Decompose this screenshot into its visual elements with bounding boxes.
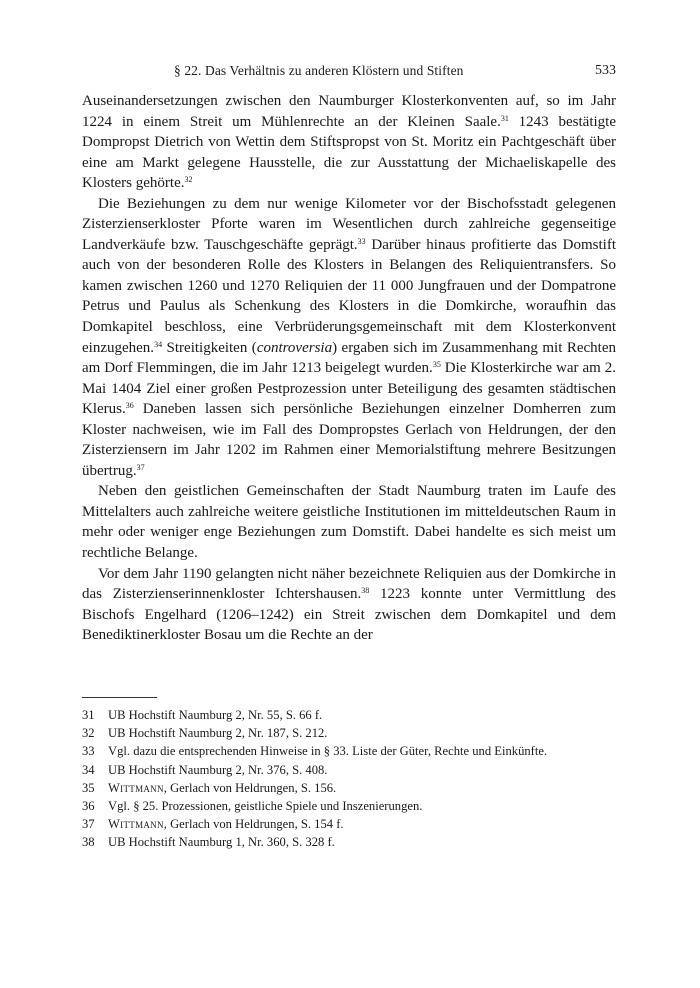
footnote-ref-38: 38	[361, 586, 370, 596]
text-run: 1243 bestätigte Dompropst Dietrich von Wettin dem Stiftspropst von St. Moritz ein Pachtgeschäft über eine am Markt gelegene Hausstelle, die zur Ausstattung der Michaeliskapelle des Klosters gehörte.	[82, 113, 616, 192]
running-title: § 22. Das Verhältnis zu anderen Klöstern und Stiften	[174, 63, 464, 78]
text-run: Daneben lassen sich persönliche Beziehungen einzelner Domherren zum Kloster nachweisen, wie im Fall des Dompropstes Gerlach von Heldrungen, der den Zisterziensern im Jahr 1202 im Rahmen einer Memorialstiftung mehrere Besitzungen übertrug.	[82, 401, 616, 479]
text-run: Darüber hinaus profitierte das Domstift auch von der besonderen Rolle des Klosters in Belangen des Reliquientransfers. So kamen zwischen 1260 und 1270 Reliquien der 11 000 Jungfrauen und der Dompatrone Petrus und Paulus als Schenkung des Klosters in die Domkirche, woraufhin das Domkapitel beschloss, eine Verbrüderungsgemeinschaft mit dem Klosterkonvent einzugehen.	[82, 236, 616, 356]
footnote-ref-36: 36	[125, 401, 134, 411]
emphasis-term: controversia	[256, 339, 333, 356]
main-text	[82, 91, 616, 646]
footnote-number: 35	[82, 780, 95, 795]
footnote-text: UB Hochstift Naumburg 2, Nr. 376, S. 408.	[108, 762, 328, 777]
footnote-34	[82, 761, 616, 779]
author-name: Wittmann	[108, 780, 164, 795]
footnote-ref-34: 34	[154, 339, 163, 349]
text-run: Die Klosterkirche war am 2. Mai 1404 Ziel einer großen Pestprozession unter Beteiligung des gesamten städtischen Klerus.	[82, 360, 616, 418]
citation-text: , Gerlach von Heldrungen, S. 156.	[163, 780, 337, 795]
paragraph-4	[82, 564, 616, 646]
text-run: Vor dem Jahr 1190 gelangten nicht näher bezeichnete Reliquien aus der Domkirche in das Zisterzienserinnenkloster Ichtershausen.	[82, 565, 616, 603]
footnote-divider	[82, 697, 157, 698]
footnote-text: UB Hochstift Naumburg 2, Nr. 187, S. 212.	[108, 726, 328, 741]
footnote-number: 33	[82, 744, 95, 759]
text-run: 1223 konnte unter Vermittlung des Bischofs Engelhard (1206–1242) ein Streit zwischen dem Domkapitel und dem Benediktinerkloster Bosau um die Rechte an der	[82, 586, 616, 644]
paragraph-3: Neben den geistlichen Gemeinschaften der Stadt Naumburg traten im Laufe des Mittelalters auch zahlreiche weitere geistliche Institutionen im mitteldeutschen Raum in mehr oder weniger enge Beziehungen zum Domstift. Dabei handelte es sich meist um rechtliche Belange.	[82, 483, 616, 562]
footnote-ref-31: 31	[500, 113, 509, 123]
citation-text: , Gerlach von Heldrungen, S. 154 f.	[163, 817, 344, 832]
footnote-text	[108, 779, 616, 797]
footnote-33	[82, 742, 616, 760]
footnotes	[82, 706, 616, 852]
footnote-number: 31	[82, 708, 95, 722]
text-run: Auseinandersetzungen zwischen den Naumburger Klosterkonventen auf, so im Jahr 1224 in einem Streit um Mühlenrechte an der Kleinen Saale.	[82, 93, 616, 130]
paragraph-1	[82, 91, 616, 194]
footnote-text: Vgl. § 25. Prozessionen, geistliche Spiele und Inszenierungen.	[108, 799, 423, 814]
footnote-ref-37: 37	[136, 462, 145, 472]
footnote-number: 37	[82, 817, 95, 832]
footnote-number: 32	[82, 726, 95, 741]
footnote-38	[82, 833, 616, 851]
footnote-31	[82, 706, 616, 724]
footnote-text	[108, 815, 616, 833]
footnote-number: 38	[82, 835, 95, 850]
author-name: Wittmann	[108, 817, 164, 832]
paragraph-2	[82, 194, 616, 482]
footnote-text: UB Hochstift Naumburg 2, Nr. 55, S. 66 f.	[108, 708, 323, 722]
footnote-ref-33: 33	[357, 236, 366, 246]
footnote-number: 34	[82, 762, 95, 777]
footnote-35	[82, 779, 616, 797]
text-run: ) ergaben sich im Zusammenhang mit Rechten am Dorf Flemmingen, die im Jahr 1213 beigelegt wurden.	[82, 339, 617, 377]
footnote-number: 36	[82, 799, 95, 814]
footnote-32	[82, 724, 616, 742]
footnote-36	[82, 797, 616, 815]
footnote-text: UB Hochstift Naumburg 1, Nr. 360, S. 328 f.	[108, 835, 335, 850]
text-run: Die Beziehungen zu dem nur wenige Kilometer vor der Bischofsstadt gelegenen Zisterzienserkloster Pforte waren im Wesentlichen durch zahlreiche gegenseitige Landverkäufe bzw. Tauschgeschäfte geprägt.	[82, 195, 616, 253]
running-header	[82, 63, 616, 85]
footnote-ref-35: 35	[432, 360, 441, 370]
text-run: Streitigkeiten (	[162, 339, 257, 356]
page-number: 533	[595, 63, 616, 78]
footnote-text: Vgl. dazu die entsprechenden Hinweise in § 33. Liste der Güter, Rechte und Einkünfte.	[108, 744, 548, 759]
footnote-37	[82, 815, 616, 833]
footnote-ref-32: 32	[184, 175, 193, 185]
